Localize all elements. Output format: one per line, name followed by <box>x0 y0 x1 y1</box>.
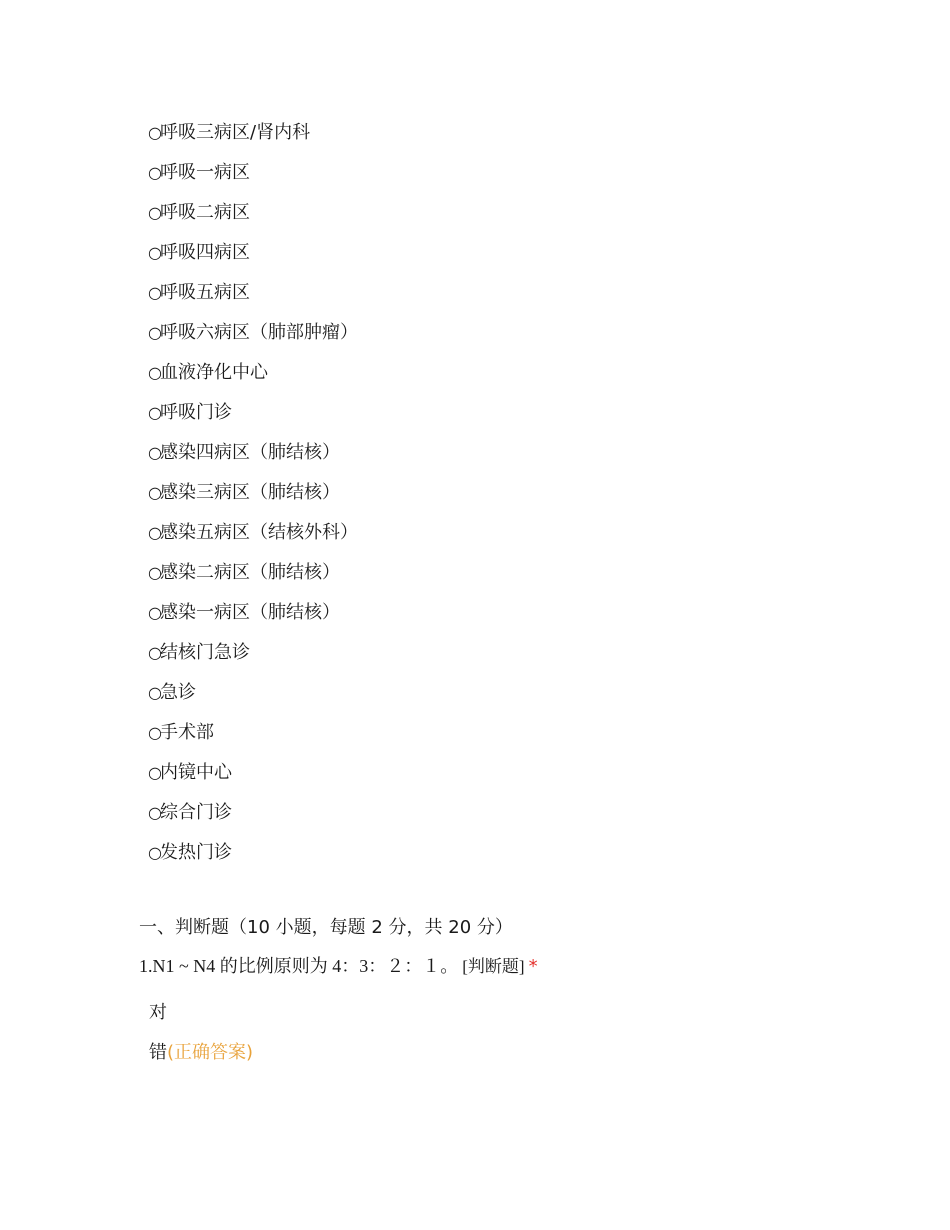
department-option-list <box>148 121 358 881</box>
option-label: 综合门诊 <box>160 802 232 823</box>
option-label: 呼吸门诊 <box>160 402 232 423</box>
option-label: 内镜中心 <box>160 762 232 783</box>
radio-circle-icon[interactable]: ○ <box>148 643 162 662</box>
radio-circle-icon[interactable]: ○ <box>148 603 162 622</box>
answer-list <box>149 1000 253 1080</box>
option-label: 呼吸六病区（肺部肿瘤） <box>160 322 358 343</box>
option-item[interactable] <box>148 201 358 241</box>
required-marker: * <box>528 956 538 977</box>
option-item[interactable] <box>148 521 358 561</box>
option-item[interactable] <box>148 641 358 681</box>
question-type-label: [判断题] <box>462 957 525 976</box>
option-label: 感染一病区（肺结核） <box>160 602 340 623</box>
option-label: 呼吸二病区 <box>160 202 250 223</box>
option-item[interactable] <box>148 121 358 161</box>
radio-circle-icon[interactable]: ○ <box>148 803 162 822</box>
option-item[interactable] <box>148 601 358 641</box>
option-item[interactable] <box>148 761 358 801</box>
radio-circle-icon[interactable]: ○ <box>148 563 162 582</box>
option-label: 感染五病区（结核外科） <box>160 522 358 543</box>
option-label: 呼吸四病区 <box>160 242 250 263</box>
question-text: N1 ~ N4 的比例原则为 4：3：２：１。 <box>152 956 459 976</box>
question-header <box>139 953 538 980</box>
option-item[interactable] <box>148 241 358 281</box>
option-item[interactable] <box>148 361 358 401</box>
section-title: 一、判断题（10 小题，每题 2 分，共 20 分） <box>139 917 513 938</box>
radio-circle-icon[interactable]: ○ <box>148 163 162 182</box>
radio-circle-icon[interactable]: ○ <box>148 363 162 382</box>
answer-option-true[interactable] <box>149 1000 253 1040</box>
option-label: 急诊 <box>160 682 196 703</box>
question-number: 1. <box>139 956 153 976</box>
option-label: 手术部 <box>160 722 214 743</box>
radio-circle-icon[interactable]: ○ <box>148 723 162 742</box>
radio-circle-icon[interactable]: ○ <box>148 683 162 702</box>
option-item[interactable] <box>148 401 358 441</box>
option-item[interactable] <box>148 281 358 321</box>
radio-circle-icon[interactable]: ○ <box>148 323 162 342</box>
option-label: 呼吸三病区/肾内科 <box>160 122 311 143</box>
radio-circle-icon[interactable]: ○ <box>148 283 162 302</box>
answer-label: 错 <box>149 1042 167 1063</box>
option-item[interactable] <box>148 481 358 521</box>
radio-circle-icon[interactable]: ○ <box>148 483 162 502</box>
option-label: 感染三病区（肺结核） <box>160 482 340 503</box>
option-label: 感染四病区（肺结核） <box>160 442 340 463</box>
option-label: 发热门诊 <box>160 842 232 863</box>
radio-circle-icon[interactable]: ○ <box>148 123 162 142</box>
option-label: 呼吸五病区 <box>160 282 250 303</box>
answer-option-false[interactable] <box>149 1040 253 1080</box>
option-label: 结核门急诊 <box>160 642 250 663</box>
option-item[interactable] <box>148 161 358 201</box>
option-item[interactable] <box>148 721 358 761</box>
option-label: 呼吸一病区 <box>160 162 250 183</box>
option-item[interactable] <box>148 801 358 841</box>
radio-circle-icon[interactable]: ○ <box>148 243 162 262</box>
radio-circle-icon[interactable]: ○ <box>148 203 162 222</box>
radio-circle-icon[interactable]: ○ <box>148 523 162 542</box>
radio-circle-icon[interactable]: ○ <box>148 763 162 782</box>
option-item[interactable] <box>148 841 358 881</box>
option-item[interactable] <box>148 561 358 601</box>
radio-circle-icon[interactable]: ○ <box>148 443 162 462</box>
answer-label: 对 <box>149 1002 167 1023</box>
radio-circle-icon[interactable]: ○ <box>148 843 162 862</box>
option-label: 感染二病区（肺结核） <box>160 562 340 583</box>
option-item[interactable] <box>148 321 358 361</box>
correct-answer-tag: (正确答案) <box>167 1042 254 1063</box>
option-label: 血液净化中心 <box>160 362 268 383</box>
radio-circle-icon[interactable]: ○ <box>148 403 162 422</box>
option-item[interactable] <box>148 441 358 481</box>
option-item[interactable] <box>148 681 358 721</box>
